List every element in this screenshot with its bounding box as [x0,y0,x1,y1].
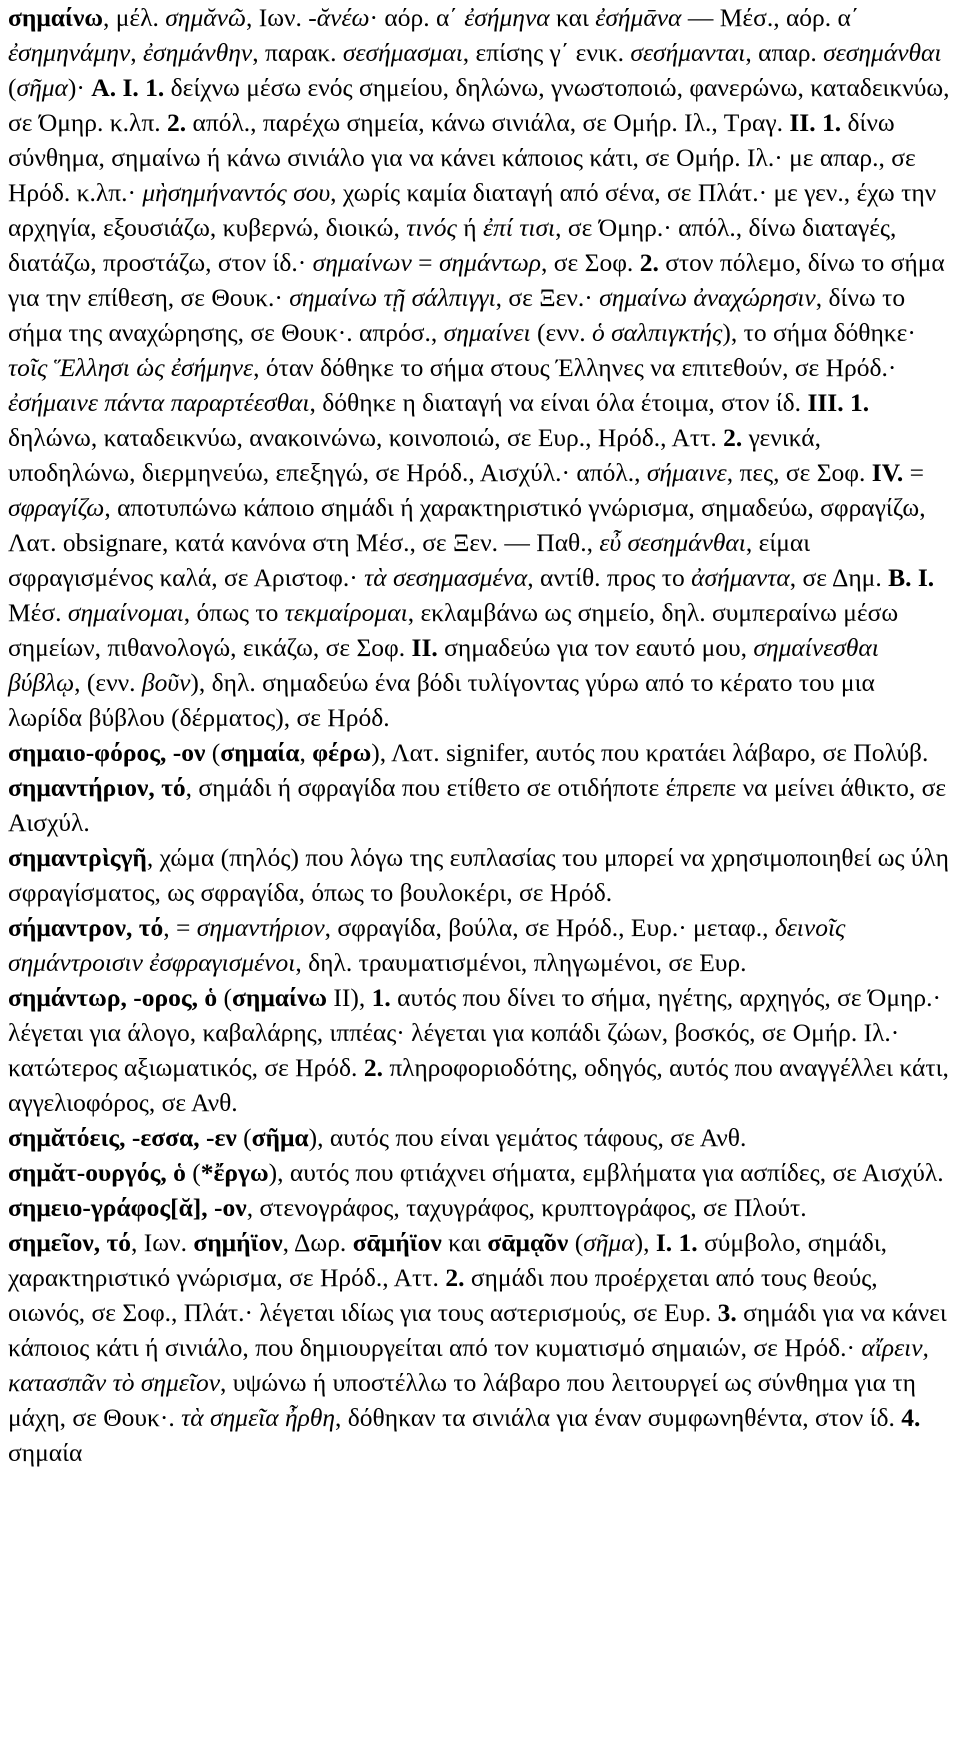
entry-text: ( [185,1158,201,1187]
dictionary-entry [8,0,952,735]
dictionary-entry [8,735,952,770]
entry-text: = [411,248,439,277]
dictionary-entry [8,1120,952,1155]
dictionary-entry [8,1155,952,1190]
entry-text: , χωρίς καμία διαταγή από σένα, σε Πλάτ.· με γεν., έχω την αρχηγία, εξουσιάζω, κυβερνώ, διοικώ, [8,178,937,242]
entry-text: ( [236,1123,252,1152]
entry-bold-text: σημάντωρ, -ορος, ὁ [8,983,218,1012]
entry-italic-text: τὰ σεσημασμένα [364,563,528,592]
entry-italic-text: -ᾰνέω [308,3,370,32]
entry-bold-text: II. 1. [789,108,842,137]
entry-text: σημαδεύω για τον εαυτό μου, [437,633,754,662]
entry-italic-text: σημαίνω ἀναχώρησιν [599,283,816,312]
entry-text: , χώμα (πηλός) που λόγω της ευπλασίας του μπορεί να χρησιμοποιηθεί ως ύλη σφραγίσματος, ως σφραγίδα, όπως το βουλοκέρι, σε Ηρόδ. [8,843,949,907]
entry-text: , δόθηκαν τα σινιάλα για έναν συμφωνηθέντα, στον ίδ. [335,1403,902,1432]
entry-bold-text: σημειο-γράφος[ᾰ], -ον [8,1193,247,1222]
entry-italic-text: σημαίνομαι [67,598,184,627]
entry-bold-text: σᾱμήϊον [352,1228,442,1257]
dictionary-entry [8,840,952,910]
entry-text: , είμαι σφραγισμένος καλά, σε Αριστοφ.· [8,528,811,592]
entry-bold-text: IV. [871,458,904,487]
entry-text: , όπως το [183,598,285,627]
entry-text: , δίνω το σήμα της αναχώρησης, σε Θουκ·. απρόσ., [8,283,906,347]
entry-text: , στενογράφος, ταχυγράφος, κρυπτογράφος, σε Πλούτ. [246,1193,807,1222]
entry-bold-text: σημαντρὶςγῆ [8,843,147,872]
entry-bold-text: 4. [901,1403,921,1432]
entry-bold-text: φέρω [312,738,372,767]
entry-text: στον πόλεμο, δίνω το σήμα για την επίθεση, σε Θουκ.· [8,248,945,312]
entry-text: και [441,1228,488,1257]
dictionary-entry [8,980,952,1120]
entry-bold-text: σημᾰτόεις, -εσσα, -εν [8,1123,237,1152]
entry-text: , όταν δόθηκε το σήμα στους Έλληνες να επιτεθούν, σε Ηρόδ.· [253,353,897,382]
entry-bold-text: σημαίνω [232,983,327,1012]
entry-text: σύμβολο, σημάδι, χαρακτηριστικό γνώρισμα, σε Ηρόδ., Αττ. [8,1228,888,1292]
entry-text: δείχνω μέσω ενός σημείου, δηλώνω, γνωστοποιώ, φανερώνω, καταδεικνύω, σε Όμηρ. κ.λπ. [8,73,950,137]
entry-italic-text: ἐσήμηνα [464,3,550,32]
dictionary-entry [8,1225,952,1470]
entry-text: , σε Ξεν.· [495,283,600,312]
entry-italic-text: σφραγίζω [8,493,105,522]
entry-text: ), δηλ. σημαδεύω ένα βόδι τυλίγοντας γύρω από το κέρατο του μια λωρίδα βύβλου (δέρματος), σε Ηρόδ. [8,668,875,732]
dictionary-entry [8,1190,952,1225]
entry-italic-text: αἴρειν, κατασπᾶν τὸ σημεῖον [8,1333,929,1397]
entry-text: , = [163,913,197,942]
entry-bold-text: σᾱμᾳ̃ον [487,1228,569,1257]
entry-italic-text: ἐσήμαινε πάντα παραρτέεσθαι [8,388,310,417]
entry-text: δηλώνω, καταδεικνύω, ανακοινώνω, κοινοποιώ, σε Ευρ., Ηρόδ., Αττ. [8,423,724,452]
entry-italic-text: σημαίνεσθαι βύβλῳ [8,633,879,697]
entry-italic-text: σεσήμανται [630,38,746,67]
entry-italic-text: σημάντωρ [438,248,542,277]
entry-italic-text: τινός [406,213,457,242]
entry-bold-text: σήμαντρον, τό [8,913,164,942]
entry-text: ), αυτός που φτιάχνει σήματα, εμβλήματα για ασπίδες, σε Αισχύλ. [268,1158,944,1187]
entry-italic-text: σημαίνει [443,318,531,347]
entry-text: , μέλ. [102,3,166,32]
entry-italic-text: τεκμαίρομαι [284,598,408,627]
entry-italic-text: ἐσημάνθην [142,38,253,67]
entry-bold-text: σημήϊον [193,1228,283,1257]
entry-italic-text: σημαντήριον [196,913,325,942]
entry-text: απόλ., παρέχω σημεία, κάνω σινιάλα, σε Ομήρ. Ιλ., Τραγ. [186,108,790,137]
entry-text: , εκλαμβάνω ως σημείο, δηλ. συμπεραίνω μέσω σημείων, πιθανολογώ, εικάζω, σε Σοφ. [8,598,899,662]
entry-text: ), το σήμα δόθηκε· [722,318,916,347]
entry-text: και [549,3,596,32]
entry-text: , σε Σοφ. [541,248,640,277]
entry-text: , [299,738,313,767]
entry-bold-text: σημεῖον, τό [8,1228,132,1257]
entry-bold-text: σημαντήριον, τό [8,773,186,802]
entry-italic-text: τὰ σημεῖα ἦρθη [181,1403,336,1432]
entry-italic-text: ἐσήμᾱνα [595,3,682,32]
entry-text: σημάδι που προέρχεται από τους θεούς, οιωνός, σε Σοφ., Πλάτ.· λέγεται ιδίως για τους αστερισμούς, σε Ευρ. [8,1263,878,1327]
entry-text: ), Λατ. signifer, αυτός που κρατάει λάβαρο, σε Πολύβ. [371,738,929,767]
entry-bold-text: 2. [723,423,743,452]
entry-text: (ενν. [530,318,592,347]
entry-text: ( [568,1228,584,1257]
entry-text: , (ενν. [74,668,142,697]
entry-text: = [903,458,924,487]
entry-bold-text: 1. [371,983,391,1012]
entry-italic-text: σεσημάνθαι [823,38,942,67]
dictionary-entry [8,910,952,980]
entry-bold-text: σημαιο-φόρος, -ον [8,738,206,767]
entry-italic-text: ἀσήμαντα [691,563,790,592]
entry-bold-text: σημαίνω [8,3,103,32]
entry-text: , Δωρ. [282,1228,353,1257]
entry-text: , απαρ. [745,38,824,67]
entry-text: , [130,38,143,67]
entry-text: Μέσ. [8,598,68,627]
entry-text: , αποτυπώνω κάποιο σημάδι ή χαρακτηριστικό γνώρισμα, σημαδεύω, σφραγίζω, Λατ. obsignare, κατά κανόνα στη Μέσ., σε Ξεν. — Παθ., [8,493,926,557]
entry-text: , υψώνω ή υποστέλλω το λάβαρο που λειτουργεί ως σύνθημα για τη μάχη, σε Θουκ·. [8,1368,916,1432]
entry-italic-text: σημαίνω τῇ σάλπιγγι [289,283,496,312]
entry-italic-text: ἐσημηνάμην [8,38,131,67]
entry-text: ( [205,738,221,767]
entry-bold-text: 2. [166,108,187,137]
entry-bold-text: 2. [445,1263,465,1292]
entry-text: ), [634,1228,656,1257]
dictionary-entry [8,770,952,840]
entry-text: , Ιων. [131,1228,194,1257]
entry-text: II), [326,983,372,1012]
entry-bold-text: 3. [717,1298,737,1327]
entry-bold-text: III. 1. [807,388,870,417]
entry-italic-text: εὖ σεσημάνθαι [599,528,746,557]
entry-text: · αόρ. α΄ [369,3,465,32]
entry-bold-text: I. 1. [655,1228,698,1257]
entry-text: γενικά, υποδηλώνω, διερμηνεύω, επεξηγώ, σε Ηρόδ., Αισχύλ.· απόλ., [8,423,821,487]
entry-italic-text: ὁ σαλπιγκτής [591,318,723,347]
entry-bold-text: II. [411,633,438,662]
entry-text: , σφραγίδα, βούλα, σε Ηρόδ., Ευρ.· μεταφ., [324,913,775,942]
entry-text: ( [217,983,232,1012]
entry-text: , παρακ. [252,38,343,67]
entry-text: ), αυτός που είναι γεμάτος τάφους, σε Ανθ. [308,1123,747,1152]
entry-italic-text: βοῦν [141,668,191,697]
entry-bold-text: 2. [639,248,659,277]
entry-text: σημαία [8,1438,83,1467]
entry-text: , πες, σε Σοφ. [726,458,872,487]
entry-bold-text: σημᾰτ-ουργός, ὁ [8,1158,186,1187]
entry-italic-text: σεσήμασμαι [342,38,463,67]
entry-text: ( [8,73,17,102]
entry-text: — Μέσ., αόρ. α΄ [681,3,860,32]
entry-text: αυτός που δίνει το σήμα, ηγέτης, αρχηγός, σε Όμηρ.· λέγεται για άλογο, καβαλάρης, ιππέας· λέγεται για κοπάδι ζώων, βοσκός, σε Ομήρ. Ιλ.· κατώτερος αξιωματικός, σε Ηρόδ. [8,983,941,1082]
entry-text: ή [456,213,483,242]
entry-text: , αντίθ. προς το [527,563,692,592]
entry-bold-text: σῆμα [251,1123,309,1152]
entry-italic-text: τοῖς Ἕλλησι ὡς ἐσήμηνε [8,353,254,382]
entry-text: , δόθηκε η διαταγή να είναι όλα έτοιμα, στον ίδ. [309,388,808,417]
entry-text: , δηλ. τραυματισμένοι, πληγωμένοι, σε Ευρ. [295,948,747,977]
entry-italic-text: μὴσημήναντός σου [142,178,331,207]
entry-italic-text: σῆμα [16,73,68,102]
entry-bold-text: B. I. [888,563,935,592]
entry-text: δίνω σύνθημα, σημαίνω ή κάνω σινιάλο για να κάνει κάποιος κάτι, σε Ομήρ. Ιλ.· με απαρ., σε Ηρόδ. κ.λπ.· [8,108,916,207]
entry-text: )· [67,73,92,102]
entry-italic-text: ἐπί τισι [482,213,556,242]
entry-text: , επίσης γ΄ ενικ. [462,38,631,67]
entry-italic-text: σῆμα [583,1228,635,1257]
entry-text: πληροφοριοδότης, οδηγός, αυτός που αναγγέλλει κάτι, αγγελιοφόρος, σε Ανθ. [8,1053,949,1117]
entry-bold-text: *ἔργω [200,1158,269,1187]
entry-italic-text: σημᾰνῶ [165,3,246,32]
entry-text: , σημάδι ή σφραγίδα που ετίθετο σε οτιδήποτε έπρεπε να μείνει άθικτο, σε Αισχύλ. [8,773,947,837]
entry-text: σημάδι για να κάνει κάποιος κάτι ή σινιάλο, που δημιουργείται από τον κυματισμό σημαιών, σε Ηρόδ.· [8,1298,947,1362]
entry-italic-text: σήμαινε [646,458,727,487]
entry-italic-text: δεινοῖς σημάντροισιν ἐσφραγισμένοι [8,913,846,977]
entry-text: , σε Όμηρ.· απόλ., δίνω διαταγές, διατάζω, προστάζω, στον ίδ.· [8,213,897,277]
entry-text: , σε Δημ. [789,563,889,592]
entry-italic-text: σημαίνων [312,248,412,277]
entry-bold-text: 2. [363,1053,383,1082]
entry-bold-text: A. I. 1. [91,73,165,102]
entry-bold-text: σημαία [220,738,300,767]
entry-text: , Ιων. [245,3,309,32]
